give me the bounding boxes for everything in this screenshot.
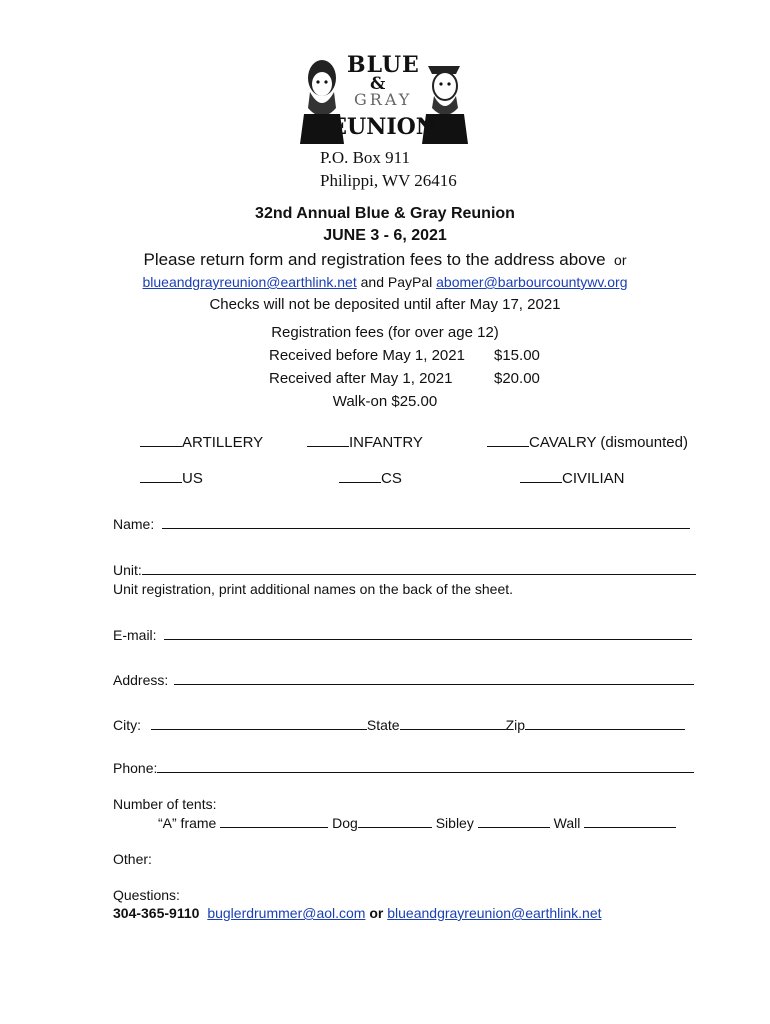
city-label: City: [113, 717, 141, 733]
po-box-line: P.O. Box 911 [320, 148, 411, 167]
fee-after-amount: $20.00 [494, 370, 540, 387]
phone-label: Phone: [113, 760, 158, 776]
name-row [113, 516, 690, 532]
unit-label: Unit: [113, 562, 142, 578]
logo-word-blue: BLUE [347, 52, 420, 78]
option-label: CAVALRY (dismounted) [529, 434, 688, 451]
zip-field[interactable] [525, 729, 685, 730]
option-label: INFANTRY [349, 434, 423, 451]
tent-aframe-label: “A” frame [158, 815, 217, 831]
event-title: 32nd Annual Blue & Gray Reunion [255, 205, 515, 222]
option-label: CS [381, 470, 402, 487]
bugler-email-link[interactable]: buglerdrummer@aol.com [207, 905, 366, 921]
tents-label: Number of tents: [113, 796, 217, 812]
return-or: or [614, 252, 627, 268]
tent-dog-field[interactable] [358, 827, 432, 828]
phone-row [113, 760, 694, 776]
option-infantry[interactable] [307, 434, 423, 451]
fee-after-label: Received after May 1, 2021 [269, 370, 453, 387]
blue-gray-reunion-logo [300, 44, 468, 148]
city-state-line: Philippi, WV 26416 [320, 171, 457, 190]
state-field[interactable] [400, 729, 506, 730]
address-label: Address: [113, 672, 169, 688]
option-label: CIVILIAN [562, 470, 625, 487]
paypal-email-link[interactable]: abomer@barbourcountywv.org [436, 274, 628, 290]
return-text: Please return form and registration fees to the address above [143, 250, 606, 269]
questions-label: Questions: [113, 887, 180, 903]
option-us[interactable] [140, 470, 203, 487]
fee-walkon: Walk-on $25.00 [332, 393, 438, 410]
paypal-text: and PayPal [360, 274, 433, 290]
option-blank[interactable] [339, 482, 381, 483]
reunion-email-link-2[interactable]: blueandgrayreunion@earthlink.net [387, 905, 602, 921]
address-field[interactable] [174, 684, 694, 685]
city-row [113, 717, 685, 733]
option-blank[interactable] [140, 482, 182, 483]
tent-aframe-field[interactable] [220, 827, 328, 828]
logo-word-and: & [370, 74, 387, 94]
option-label: US [182, 470, 203, 487]
unit-row [113, 562, 696, 578]
fee-before-amount: $15.00 [494, 347, 540, 364]
other-label: Other: [113, 851, 152, 867]
state-label: State [366, 717, 400, 733]
questions-phone: 304-365-9110 [113, 905, 200, 921]
option-blank[interactable] [487, 446, 529, 447]
option-blank[interactable] [307, 446, 349, 447]
reunion-email-link[interactable]: blueandgrayreunion@earthlink.net [142, 274, 357, 290]
return-instructions [0, 250, 770, 270]
option-cavalry[interactable] [487, 434, 688, 451]
email-field[interactable] [164, 639, 692, 640]
tent-sibley-label: Sibley [435, 815, 474, 831]
name-label: Name: [113, 516, 155, 532]
option-artillery[interactable] [140, 434, 263, 451]
email-label: E-mail: [113, 627, 157, 643]
email-row [113, 627, 692, 643]
name-field[interactable] [162, 528, 690, 529]
tent-wall-label: Wall [553, 815, 581, 831]
tent-sibley-field[interactable] [478, 827, 550, 828]
questions-contact [113, 905, 602, 921]
address-row [113, 672, 694, 688]
option-blank[interactable] [520, 482, 562, 483]
fees-heading: Registration fees (for over age 12) [271, 324, 499, 341]
tents-row [158, 815, 676, 831]
option-blank[interactable] [140, 446, 182, 447]
event-dates: JUNE 3 - 6, 2021 [323, 227, 447, 244]
city-field[interactable] [151, 729, 367, 730]
option-label: ARTILLERY [182, 434, 264, 451]
option-cs[interactable] [339, 470, 402, 487]
unit-field[interactable] [142, 574, 696, 575]
payment-links [0, 274, 770, 290]
checks-note: Checks will not be deposited until after May 17, 2021 [209, 296, 561, 313]
tent-dog-label: Dog [332, 815, 358, 831]
logo-word-reunion: REUNION [312, 114, 436, 140]
unit-note: Unit registration, print additional names on the back of the sheet. [113, 581, 514, 597]
tent-wall-field[interactable] [584, 827, 676, 828]
logo-word-gray: GRAY [354, 90, 413, 109]
phone-field[interactable] [157, 772, 694, 773]
zip-label: Zip [505, 717, 526, 733]
questions-or: or [369, 905, 384, 921]
fee-before-label: Received before May 1, 2021 [269, 347, 465, 364]
option-civilian[interactable] [520, 470, 625, 487]
